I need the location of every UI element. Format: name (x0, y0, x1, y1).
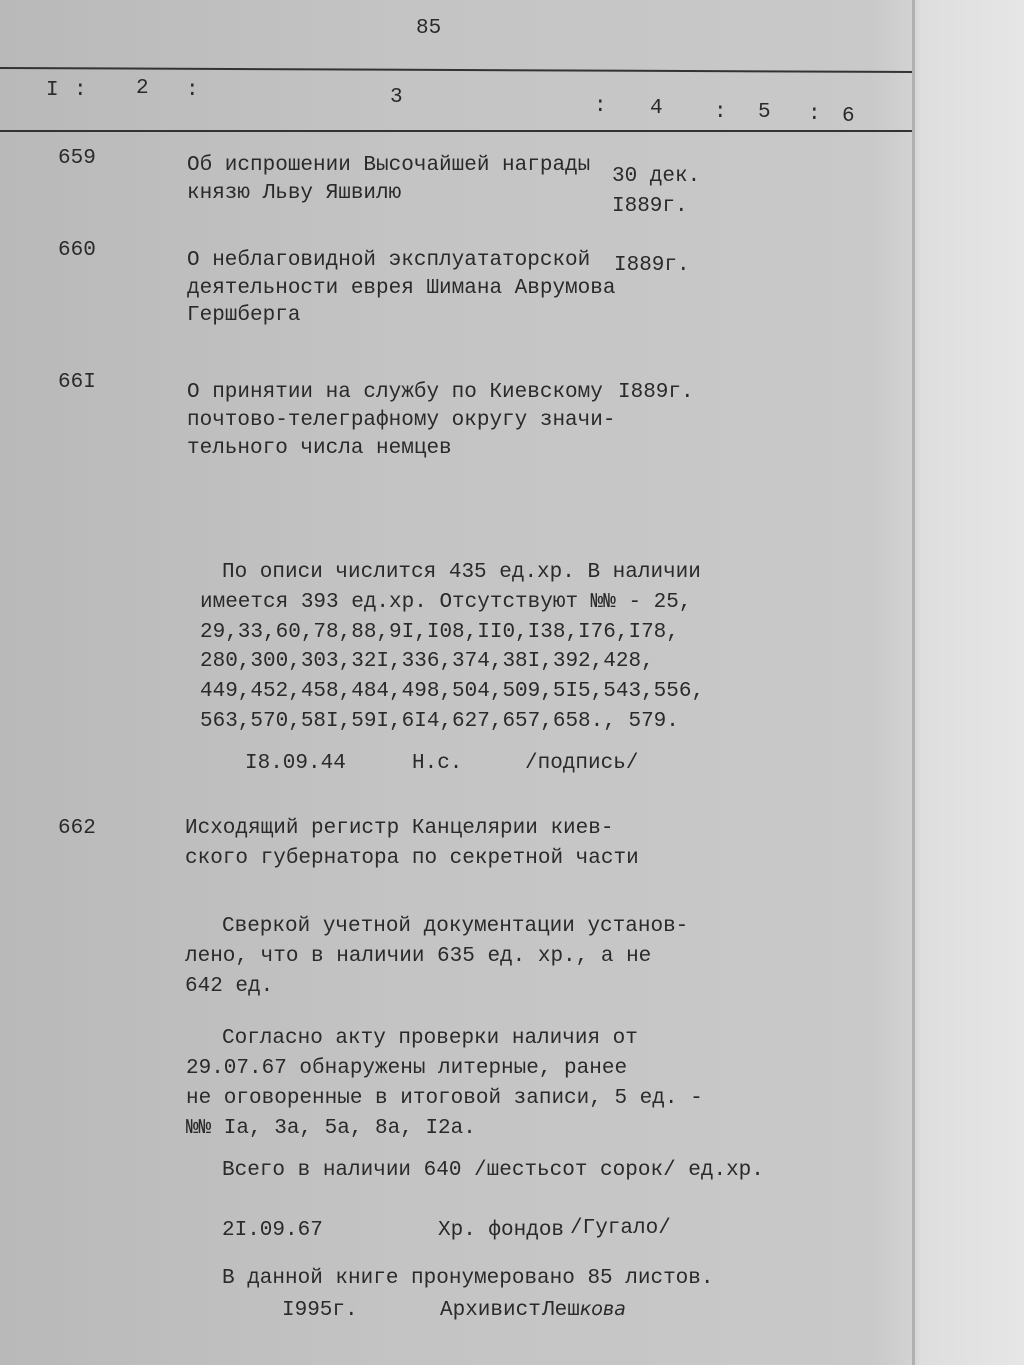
entry-title: князю Льву Яшвилю (187, 182, 402, 205)
col-sep: : (808, 103, 821, 126)
entry-title: деятельности еврея Шимана Аврумова (187, 277, 616, 300)
page-edge (912, 0, 915, 1365)
col-5: 5 (758, 101, 771, 124)
entry-title: О неблаговидной эксплуататорской (187, 249, 591, 272)
page-number: 85 (416, 17, 442, 40)
note-line: 29,33,60,78,88,9I,I08,II0,I38,I76,I78, (200, 621, 679, 644)
entry-number: 660 (58, 239, 96, 262)
note-line: лено, что в наличии 635 ед. хр., а не (185, 945, 652, 968)
col-sep: : (594, 95, 607, 118)
col-2: 2 (136, 77, 149, 100)
entry-number: 659 (58, 147, 96, 170)
col-1: I (46, 79, 59, 102)
entry-date: 30 дек. (612, 165, 701, 188)
col-sep: : (186, 79, 199, 102)
entry-title: Гершберга (187, 304, 301, 327)
note-line: 29.07.67 обнаружены литерные, ранее (186, 1057, 628, 1080)
note-line: №№ Iа, 3а, 5а, 8а, I2а. (186, 1117, 476, 1140)
final-name (542, 1300, 626, 1321)
entry-title: почтово-телеграфному округу значи- (187, 409, 616, 432)
sign-date: 2I.09.67 (222, 1219, 323, 1242)
entry-title: Исходящий регистр Канцелярии киев- (185, 817, 614, 840)
note-line: 449,452,458,484,498,504,509,5I5,543,556, (200, 680, 705, 703)
col-sep: : (714, 101, 727, 124)
col-4: 4 (650, 97, 663, 120)
entry-date: I889г. (614, 254, 690, 277)
note-line: Согласно акту проверки наличия от (222, 1027, 638, 1050)
note-line: имеется 393 ед.хр. Отсутствуют №№ - 25, (200, 591, 692, 614)
note-date: I8.09.44 (245, 752, 346, 775)
note-role: Н.с. (412, 752, 463, 775)
note-line: 280,300,303,32I,336,374,38I,392,428, (200, 650, 654, 673)
note-signature: /подпись/ (525, 752, 639, 775)
note-line: не оговоренные в итоговой записи, 5 ед. - (186, 1087, 703, 1110)
col-sep: : (74, 79, 87, 102)
sign-role: Хр. фондов (438, 1219, 565, 1242)
header-top-rule (0, 67, 912, 73)
sign-name: /Гугало/ (570, 1217, 671, 1240)
entry-title: О принятии на службу по Киевскому (187, 381, 603, 404)
entry-title: тельного числа немцев (187, 437, 452, 460)
note-line: 563,570,58I,59I,6I4,627,657,658., 579. (200, 710, 679, 733)
final-name-handwritten: кова (579, 1298, 626, 1320)
col-6: 6 (842, 105, 855, 128)
header-bottom-rule (0, 130, 912, 132)
entry-number: 66I (58, 371, 96, 394)
entry-title: Об испрошении Высочайшей награды (187, 154, 591, 177)
entry-date: I889г. (612, 195, 688, 218)
final-role: Архивист (440, 1299, 541, 1322)
col-3: 3 (390, 86, 403, 109)
entry-date: I889г. (618, 381, 694, 404)
entry-title: ского губернатора по секретной части (185, 847, 639, 870)
final-name-typed: Леш (542, 1299, 580, 1322)
note-line: 642 ед. (185, 975, 274, 998)
entry-number: 662 (58, 817, 96, 840)
final-year: I995г. (282, 1299, 358, 1322)
final-line: В данной книге пронумеровано 85 листов. (222, 1267, 714, 1290)
note-line: Сверкой учетной документации установ- (222, 915, 689, 938)
note-line: По описи числится 435 ед.хр. В наличии (222, 561, 701, 584)
total-line: Всего в наличии 640 /шестьсот сорок/ ед.хр. (222, 1159, 764, 1182)
